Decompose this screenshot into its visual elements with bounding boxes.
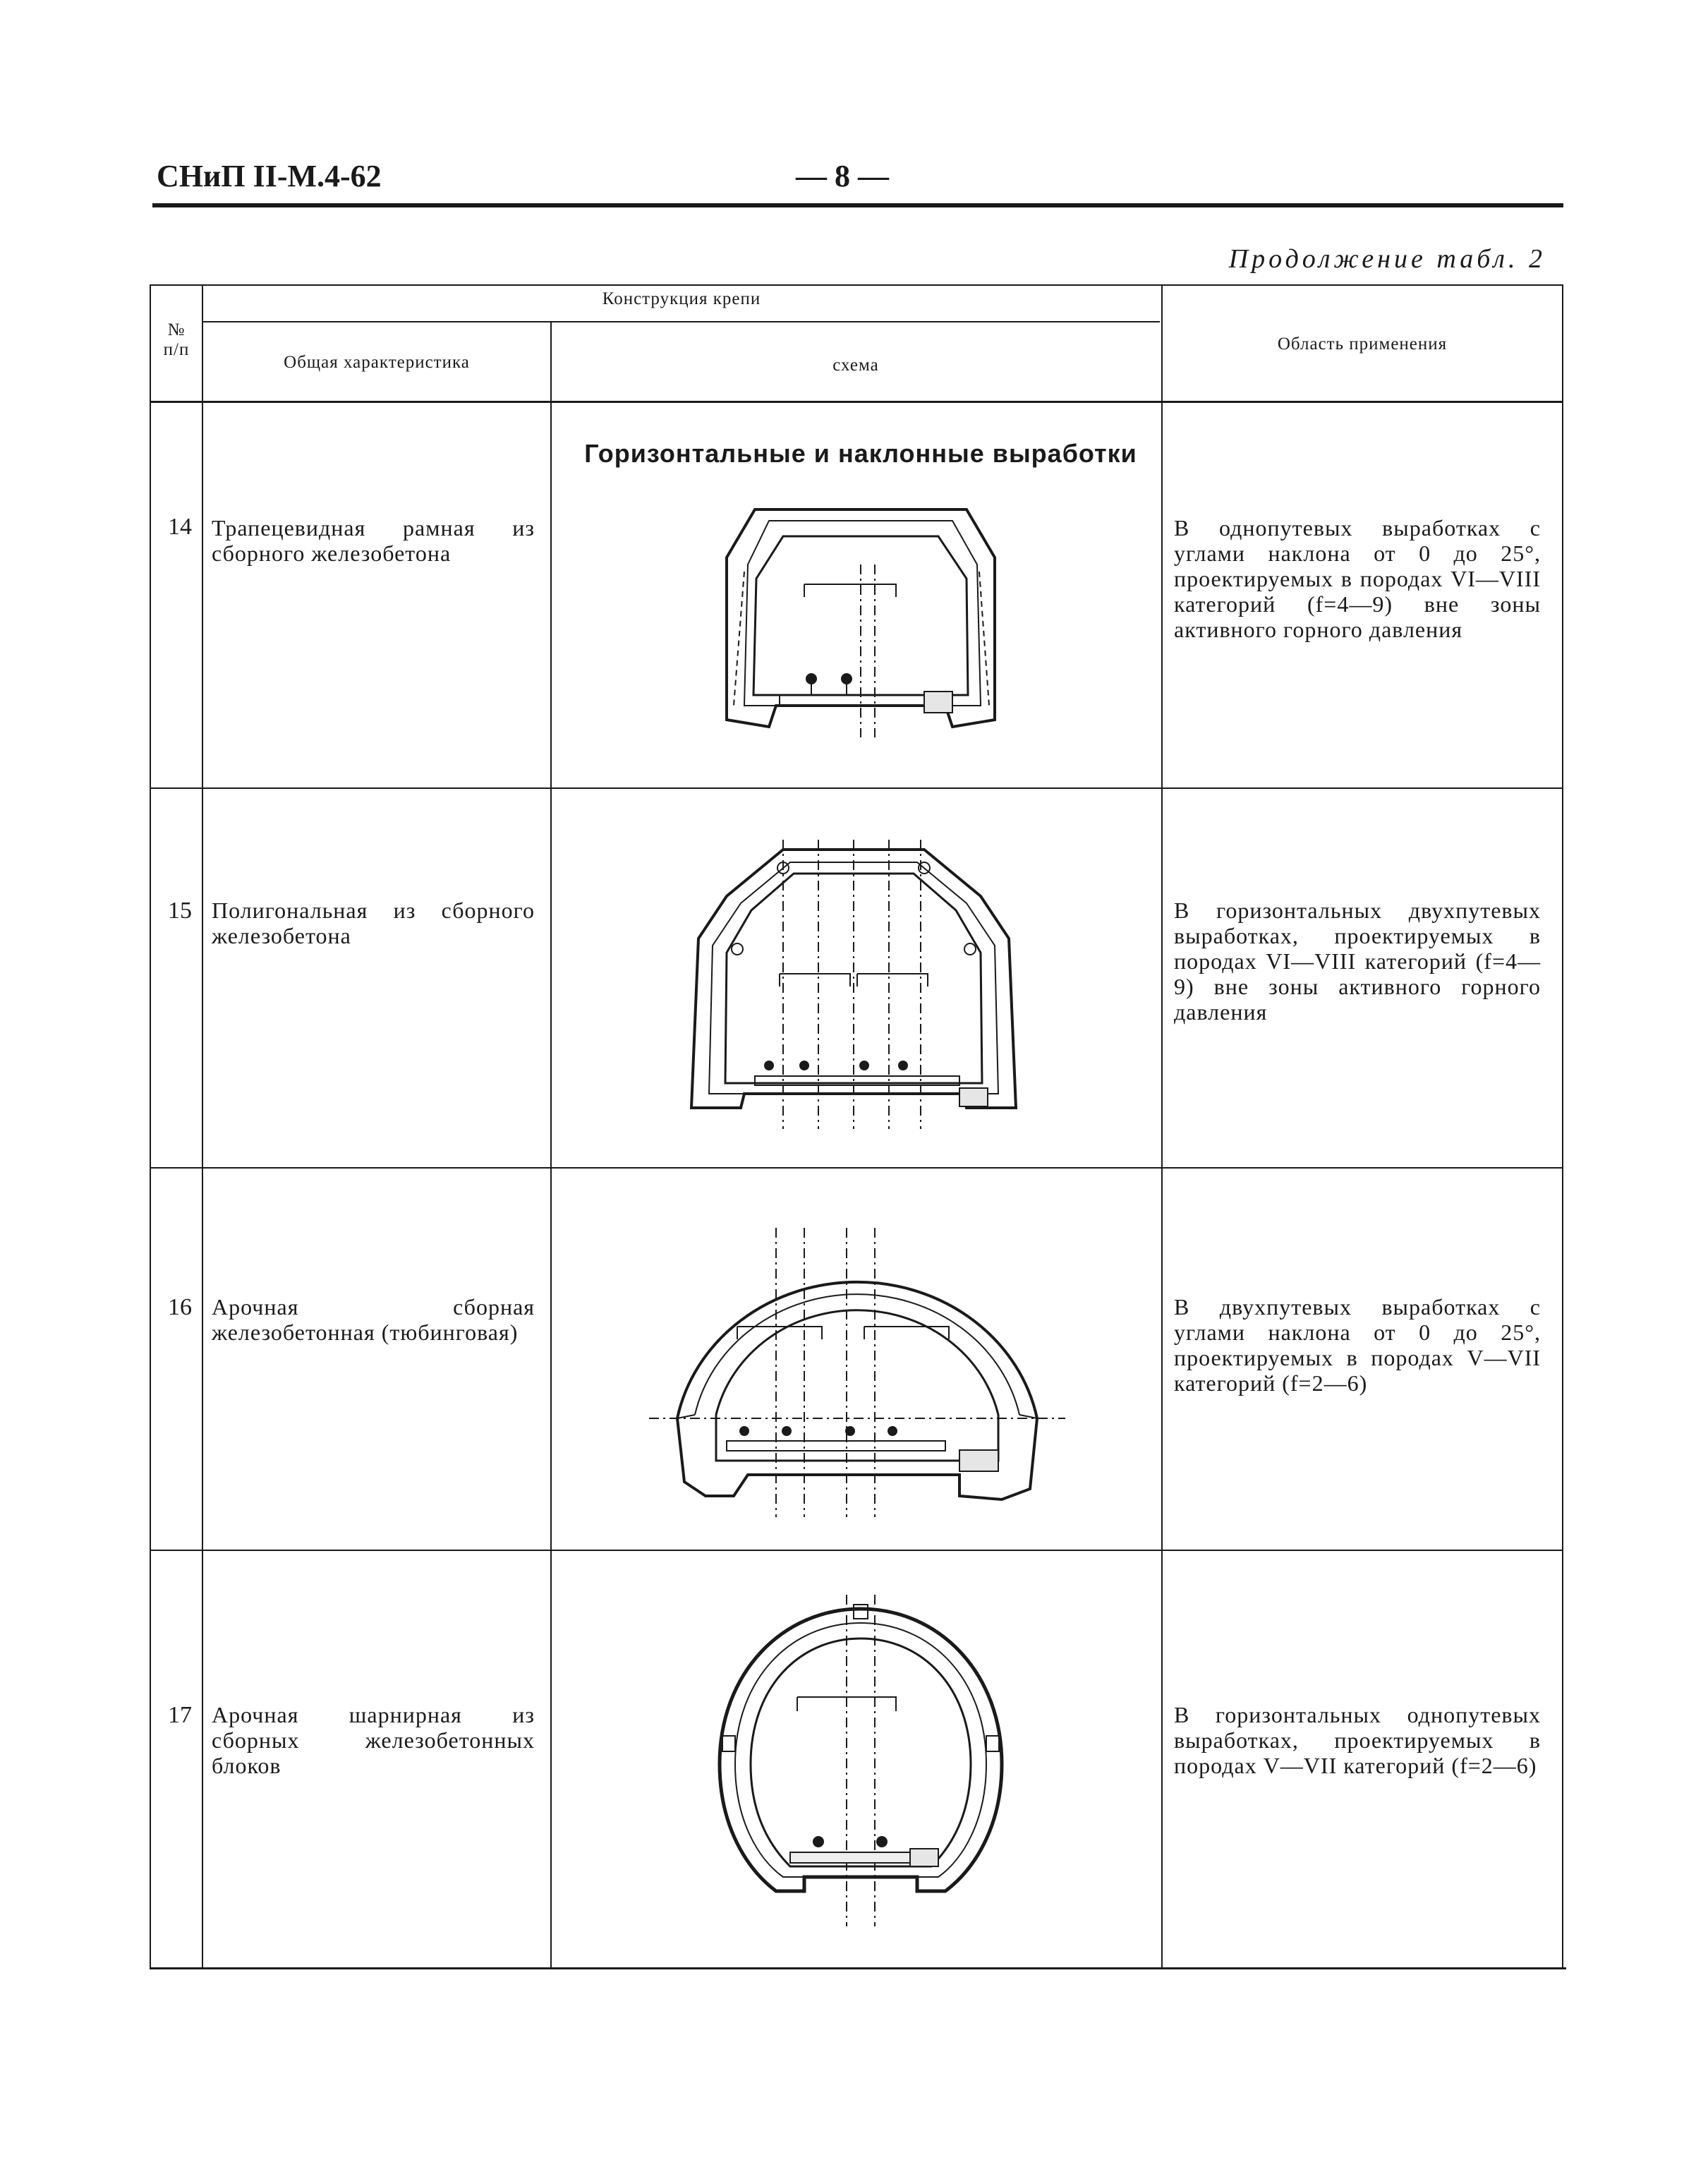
row-number: 15	[168, 898, 192, 924]
row-number: 16	[168, 1294, 192, 1320]
row-general-characteristics: Арочная сборная железобетонная (тюбинговая)	[212, 1294, 535, 1345]
trapezoid-frame-tunnel-section-icon	[713, 494, 1009, 741]
header-rule	[152, 203, 1563, 207]
table-bottom-border	[150, 1967, 1566, 1969]
table-top-border	[150, 284, 1563, 286]
col-divider-general	[550, 322, 552, 1967]
header-construction: Конструкция крепи	[602, 289, 761, 308]
table-continuation-label: Продолжение табл. 2	[1228, 244, 1546, 274]
row-divider	[150, 1550, 1563, 1551]
row-application-area: В однопутевых выработках с углами наклона от 0 до 25°, проектируемых в породах VI—VIII категорий (f=4—9) вне зоны активного горного давления	[1174, 515, 1541, 642]
row-number: 14	[168, 514, 192, 540]
header-number-line2: п/п	[163, 340, 190, 359]
row-general-characteristics: Полигональная из сборного железобетона	[212, 898, 535, 948]
row-number: 17	[168, 1702, 192, 1728]
page-number: — 8 —	[796, 159, 889, 193]
arched-tubing-tunnel-section-icon	[649, 1221, 1065, 1517]
header-general-characteristics: Общая характеристика	[284, 353, 470, 372]
row-application-area: В горизонтальных однопутевых выработках, проектируемых в породах V—VII категорий (f=2—6)	[1174, 1702, 1541, 1778]
group-header-rule	[203, 321, 1160, 322]
header-bottom-rule	[150, 401, 1563, 403]
arched-hinged-tunnel-section-icon	[705, 1595, 1016, 1926]
section-title: Горизонтальные и наклонные выработки	[584, 439, 1137, 468]
row-general-characteristics: Трапецевидная рамная из сборного железобетона	[212, 515, 535, 566]
row-application-area: В горизонтальных двухпутевых выработках, проектируемых в породах VI—VIII категорий (f=4—9) вне зоны активного горного давления	[1174, 898, 1541, 1025]
row-divider	[150, 787, 1563, 789]
row-divider	[150, 1167, 1563, 1169]
row-application-area: В двухпутевых выработках с углами наклона от 0 до 25°, проектируемых в породах V—VII категорий (f=2—6)	[1174, 1294, 1541, 1396]
col-divider-number	[202, 284, 203, 1967]
header-scheme: схема	[832, 356, 879, 375]
polygonal-tunnel-section-icon	[677, 826, 1030, 1136]
document-code: СНиП II-М.4-62	[157, 159, 382, 193]
row-general-characteristics: Арочная шарнирная из сборных железобетонных блоков	[212, 1702, 535, 1778]
header-application-area: Область применения	[1277, 334, 1448, 354]
table-left-border	[150, 284, 151, 1967]
col-divider-scheme	[1161, 284, 1163, 1967]
header-number-line1: №	[167, 320, 186, 339]
table-right-border	[1562, 284, 1563, 1967]
